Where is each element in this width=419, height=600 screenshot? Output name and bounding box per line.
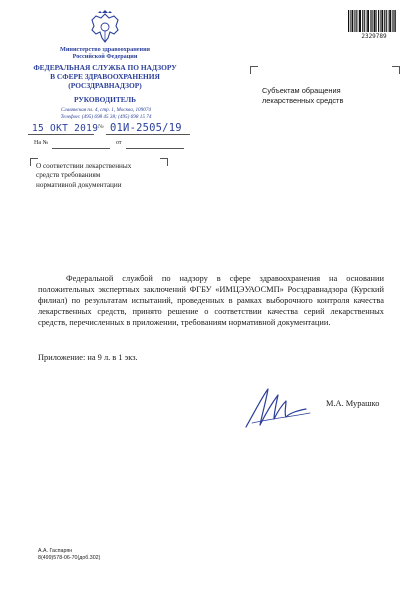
recipient-line-2: лекарственных средств [262,95,344,105]
role-title: РУКОВОДИТЕЛЬ [74,95,136,104]
agency-line-3: (РОСЗДРАВНАДЗОР) [68,81,142,90]
subject-corner-tr [160,158,168,166]
signatory-name: М.А. Мурашко [326,399,380,408]
subject-corner-tl [30,158,38,166]
registration-date: 15 ОКТ 2019 [32,123,99,134]
reference-number-label: На № [34,140,49,146]
executor-block [38,548,158,562]
phone-line: Телефон: (495) 698 45 38; (495) 698 15 74 [60,114,152,120]
subject-line-1: О соответствии лекарственных [36,162,132,170]
emblem-icon [88,10,122,46]
subject-line-3: нормативной документации [36,180,122,189]
number-underline [106,134,190,135]
number-sign: № [98,124,104,130]
ministry-name [40,46,170,61]
reference-row [34,140,184,150]
registration-number: 01И-2505/19 [110,122,182,134]
ministry-line-1: Министерство здравоохранения [59,46,151,53]
reference-date-underline [126,148,184,149]
recipient-line-1: Субъектам обращения [262,86,341,95]
agency-name [26,63,184,90]
executor-phone: 8(499)578-06-70(доб.302) [38,555,101,561]
reference-number-underline [52,148,110,149]
recipient-corner-tr [392,66,400,74]
signature-icon [240,383,314,431]
registration-line [20,123,190,137]
agency-line-1: ФЕДЕРАЛЬНАЯ СЛУЖБА ПО НАДЗОРУ [33,63,177,72]
subject-line-2: средств требованиям [36,171,101,180]
date-underline [28,134,94,135]
barcode-number: 2329789 [361,33,387,40]
recipient-corner-tl [250,66,258,74]
address-block [36,107,176,121]
agency-line-2: В СФЕРЕ ЗДРАВООХРАНЕНИЯ [50,72,160,81]
letter-body: Федеральной службой по надзору в сфере здравоохранения на основании положительных экспертных заключений ФГБУ «ИМЦЭУАОСМП» Росздравнадзора (Курский филиал) по результатам испытаний, проведенных в рамках выборочного контроля качества лекарственных средств, принято решение о соответствии качества серий лекарственных средств, перечисленных в приложении, требованиям нормативной документации. [38,274,384,327]
reference-date-label: от [116,140,122,146]
ministry-line-2: Российской Федерации [72,53,138,61]
recipient-block [262,86,402,105]
address-line: Славянская пл. 4, стр. 1, Москва, 109074 [60,107,152,113]
executor-name: А.А. Гаспарян [38,548,73,554]
attachment-note: Приложение: на 9 л. в 1 экз. [38,353,138,362]
barcode-icon [348,10,396,32]
subject-block [36,162,156,190]
